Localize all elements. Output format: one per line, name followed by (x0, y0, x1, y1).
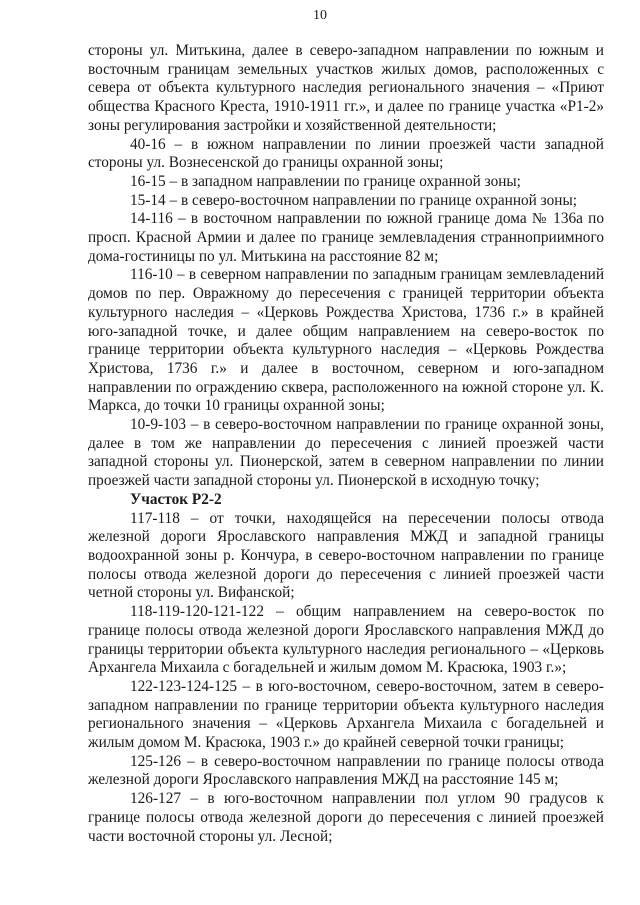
paragraph: 118-119-120-121-122 – общим направлением на северо-восток по границе полосы отвода железной дороги Ярославского направления МЖД до границы территории объекта культурного наследия регионального – «Церковь Архангела Михаила с богадельней и жилым домом М. Красюка, 1903 г.»; (88, 603, 604, 677)
paragraph: 126-127 – в юго-восточном направлении пол углом 90 градусов к границе полосы отвода железной дороги до пересечения с линией проезжей части восточной стороны ул. Лесной; (88, 790, 604, 845)
paragraph: 14-116 – в восточном направлении по южной границе дома № 136а по просп. Красной Армии и далее по границе землевладения странноприимного дома-гостиницы по ул. Митькина на расстояние 82 м; (88, 210, 604, 265)
page-number: 10 (313, 8, 327, 23)
paragraph: 117-118 – от точки, находящейся на пересечении полосы отвода железной дороги Ярославского направления МЖД и западной границы водоохранной зоны р. Кончура, в северо-восточном направлении по границе полосы отвода железной дороги до пересечения с линией проезжей части четной стороны ул. Вифанской; (88, 509, 604, 602)
paragraph: 15-14 – в северо-восточном направлении по границе охранной зоны; (130, 191, 577, 209)
paragraph: 122-123-124-125 – в юго-восточном, северо-восточном, затем в северо-западном направлении по границе территории объекта культурного наследия регионального значения – «Церковь Архангела Михаила с богадельней и жилым домом М. Красюка, 1903 г.» до крайней северной точки границы; (88, 677, 604, 752)
paragraph: 40-16 – в южном направлении по линии проезжей части западной стороны ул. Вознесенской до границы охранной зоны; (88, 135, 604, 172)
paragraph: 125-126 – в северо-восточном направлении по границе полосы отвода железной дороги Ярославского направления МЖД на расстояние 145 м; (88, 752, 604, 789)
section-heading: Участок Р2-2 (130, 490, 222, 508)
document-body (88, 42, 604, 846)
paragraph: стороны ул. Митькина, далее в северо-западном направлении по южным и восточным границам земельных участков жилых домов, расположенных с севера от объекта культурного наследия регионального значения – «Приют общества Красного Креста, 1910-1911 гг.», и далее по границе участка «Р1-2» зоны регулирования застройки и хозяйственной деятельности; (88, 42, 604, 134)
paragraph: 16-15 – в западном направлении по границе охранной зоны; (130, 172, 521, 190)
paragraph: 116-10 – в северном направлении по западным границам землевладений домов по пер. Овражному до пересечения с границей территории объекта культурного наследия – «Церковь Рождества Христова, 1736 г.» в крайней юго-западной точке, и далее общим направлением на северо-восток по границе территории объекта культурного наследия – «Церковь Рождества Христова, 1736 г.» и далее в восточном, северном и юго-западном направлении по ограждению сквера, расположенного на южной стороне ул. К. Маркса, до точки 10 границы охранной зоны; (88, 266, 604, 415)
paragraph: 10-9-103 – в северо-восточном направлении по границе охранной зоны, далее в том же направлении до пересечения с линией проезжей части западной стороны ул. Пионерской, затем в северном направлении по линии проезжей части западной стороны ул. Пионерской в исходную точку; (88, 416, 604, 490)
